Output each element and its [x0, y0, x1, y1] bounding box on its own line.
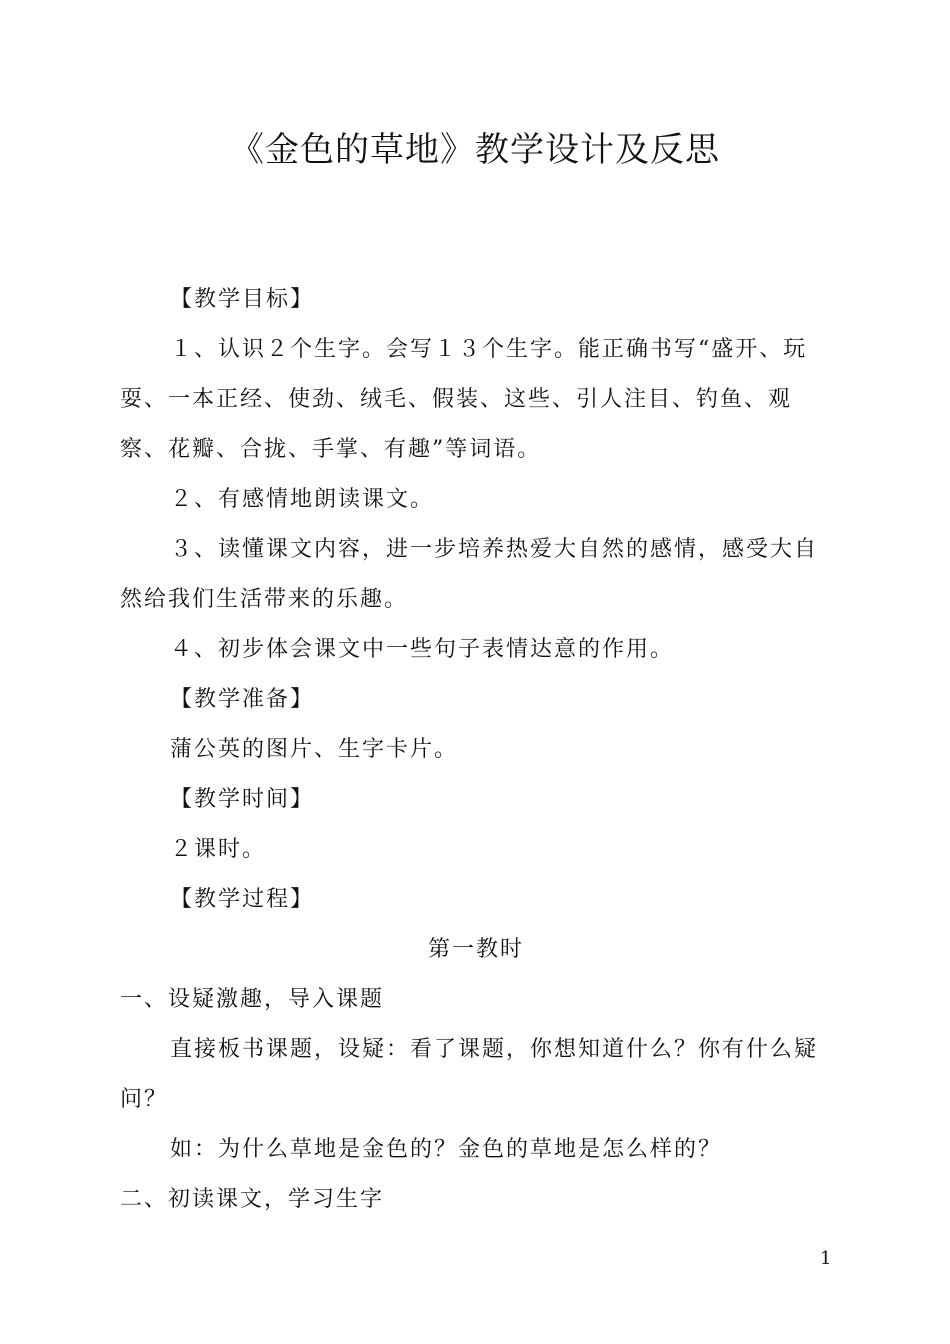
section-heading-preparation: 【教学准备】 — [170, 687, 315, 712]
step-heading-2: 二、初读课文，学习生字 — [120, 1187, 385, 1212]
step-heading-1: 一、设疑激趣，导入课题 — [120, 987, 385, 1012]
step-1-example: 如：为什么草地是金色的？金色的草地是怎么样的？ — [170, 1137, 723, 1162]
step-1-paragraph: 直接板书课题，设疑：看了课题，你想知道什么？你有什么疑问？ — [120, 1037, 819, 1112]
lesson-one-heading: 第一教时 — [427, 937, 524, 962]
objective-item-1: １、认识２个生字。会写１３个生字。能正确书写“盛开、玩耍、一本正经、使劲、绒毛、假装、这些、引人注目、钓鱼、观察、花瓣、合拢、手掌、有趣”等词语。 — [120, 337, 808, 462]
page-number: 1 — [820, 1248, 832, 1269]
document-body — [120, 275, 832, 1225]
section-heading-process: 【教学过程】 — [170, 887, 315, 912]
objective-item-4: ４、初步体会课文中一些句子表情达意的作用。 — [170, 637, 675, 662]
section-heading-objectives: 【教学目标】 — [170, 287, 315, 312]
objective-item-3: ３、读懂课文内容，进一步培养热爱大自然的感情，感受大自然给我们生活带来的乐趣。 — [120, 537, 819, 612]
section-heading-time: 【教学时间】 — [170, 787, 315, 812]
preparation-text: 蒲公英的图片、生字卡片。 — [170, 737, 459, 762]
document-title: 《金色的草地》教学设计及反思 — [230, 130, 720, 170]
time-text: ２课时。 — [170, 837, 267, 862]
objective-item-2: ２、有感情地朗读课文。 — [170, 487, 435, 512]
